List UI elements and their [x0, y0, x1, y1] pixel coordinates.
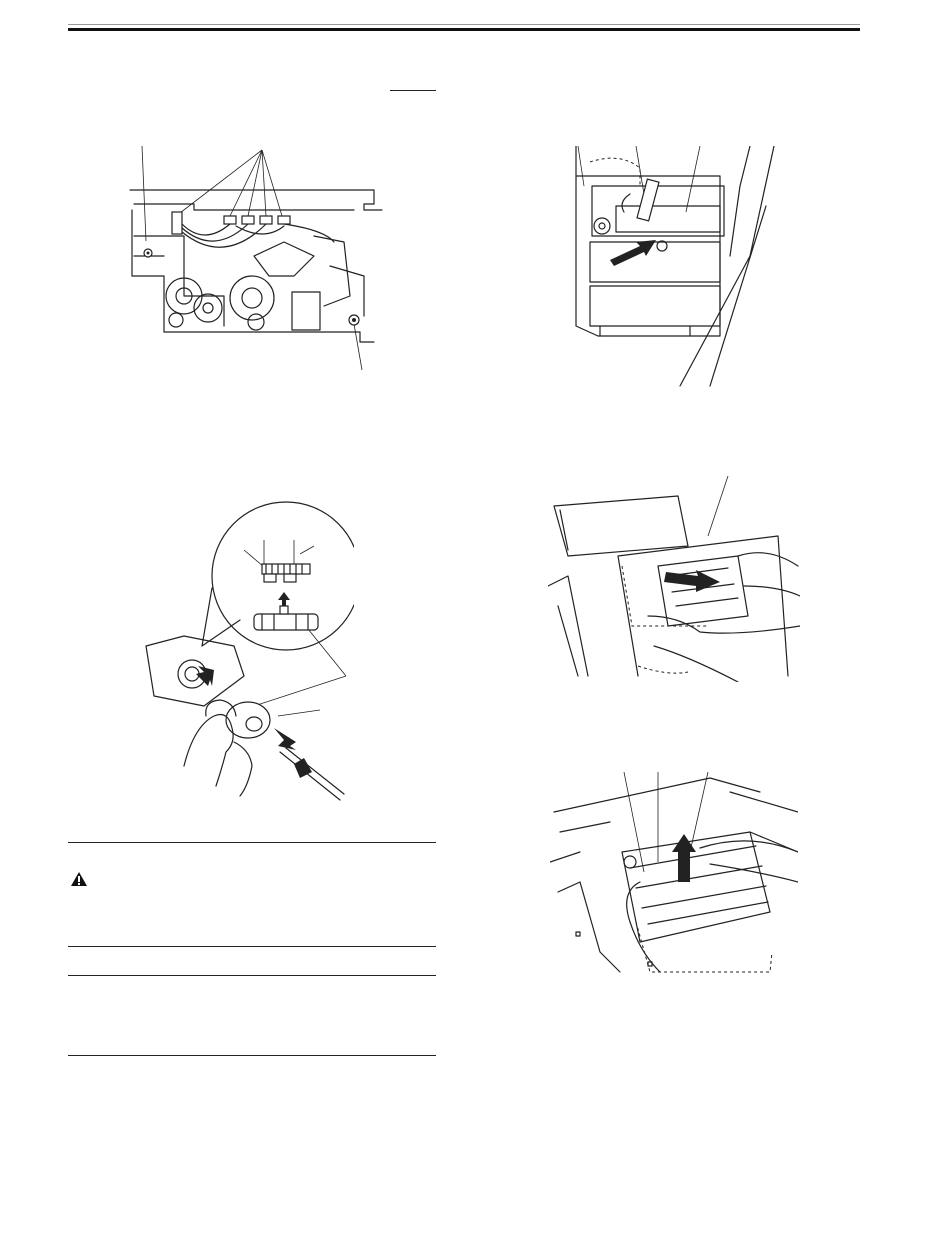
figure-connectors — [124, 146, 384, 374]
note-top-rule — [68, 975, 436, 976]
short-rule — [390, 90, 436, 91]
header-rule-thin — [68, 24, 860, 25]
caution-top-rule — [68, 842, 436, 843]
figure-gear-detail — [144, 496, 354, 804]
note-bottom-rule — [68, 1055, 436, 1056]
caution-bottom-rule — [68, 946, 436, 947]
figure-machine-front — [570, 146, 780, 396]
header-rule-thick — [68, 28, 860, 31]
warning-triangle-icon — [70, 871, 88, 887]
figure-drum-pullout — [548, 476, 800, 682]
figure-drum-lift — [550, 772, 798, 978]
